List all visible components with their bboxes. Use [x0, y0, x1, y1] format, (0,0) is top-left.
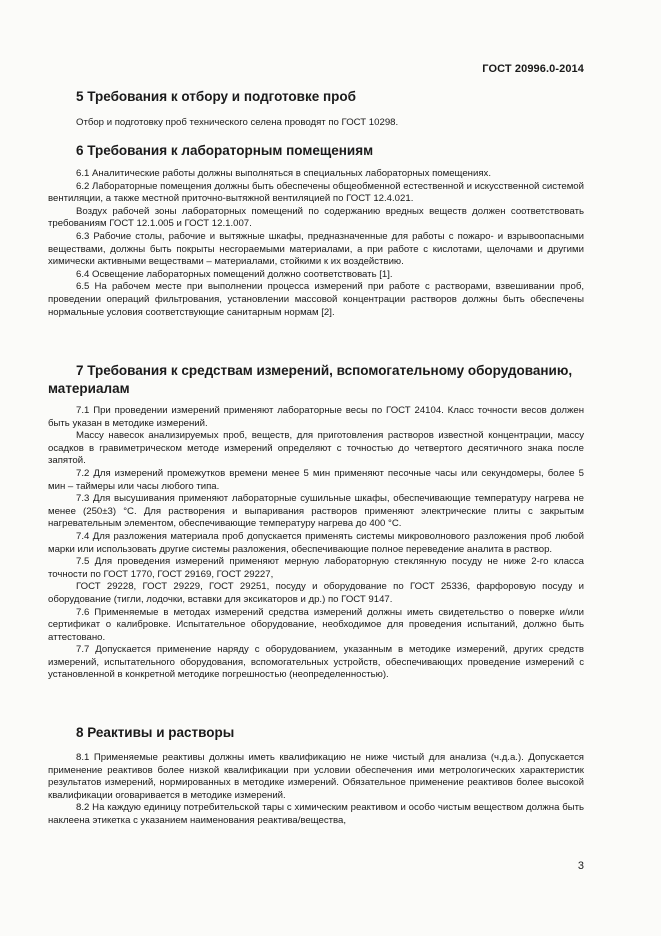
para-8-2: 8.2 На каждую единицу потребительской тары с химическим реактивом и особо чистым веществом должна быть наклеена этикетка с указанием наименования реактива/вещества, — [48, 802, 584, 826]
para-7-6: 7.6 Применяемые в методах измерений средства измерений должны иметь свидетельство о поверке и/или сертификат о калибровке. Испытательное оборудование, необходимое для проведения испытаний, должно быть аттестовано. — [48, 606, 584, 643]
para-7-2: 7.2 Для измерений промежутков времени менее 5 мин применяют песочные часы или секундомеры, более 5 мин – таймеры или часы любого типа. — [48, 467, 584, 492]
para-7-7: 7.7 Допускается применение наряду с оборудованием, указанным в методике измерений, других средств измерений, испытательного оборудования, вспомогательных устройств, обеспечивающих проведение измерений с установленной в конкретной методике погрешностью (неопределенностью). — [48, 644, 584, 681]
section-7-title: 7 Требования к средствам измерений, вспомогательному оборудованию, материалам — [48, 363, 573, 396]
para-6-5: 6.5 На рабочем месте при выполнении процесса измерений при работе с растворами, взвешивании проб, проведении операций фильтрования, установлении массовой концентрации растворов должны быть обеспечены нормальные условия соответствующие санитарным нормам [2]. — [48, 281, 584, 318]
section-5-title: 5 Требования к отбору и подготовке проб — [76, 89, 356, 104]
para-6-3: 6.3 Рабочие столы, рабочие и вытяжные шкафы, предназначенные для работы с пожаро- и взрывоопасными веществами, должны быть покрыты несгораемыми материалами, а при работе с кислотами, щелочами и другими химически активными веществами – материалами, стойкими к их воздействию. — [48, 230, 584, 268]
para-7-1b: Массу навесок анализируемых проб, веществ, для приготовления растворов известной концентрации, массу осадков в гравиметрическом методе измерений определяют с точностью до четвертого десятичного знака после запятой. — [48, 430, 584, 467]
para-6-2b: Воздух рабочей зоны лабораторных помещений по содержанию вредных веществ должен соответствовать требованиям ГОСТ 12.1.005 и ГОСТ 12.1.007. — [48, 205, 584, 230]
para-6-2: 6.2 Лабораторные помещения должны быть обеспечены общеобменной естественной и искусственной системой вентиляции, а также местной приточно-вытяжной вентиляцией по ГОСТ 12.4.021. — [48, 180, 584, 205]
section-5-paragraph: Отбор и подготовку проб технического селена проводят по ГОСТ 10298. — [76, 117, 399, 128]
section-6-body — [48, 168, 584, 319]
para-6-1: 6.1 Аналитические работы должны выполняться в специальных лабораторных помещениях. — [76, 168, 491, 179]
para-7-5: 7.5 Для проведения измерений применяют мерную лабораторную стеклянную посуду не ниже 2-го класса точности по ГОСТ 1770, ГОСТ 29169, ГОСТ 29227, — [48, 556, 584, 580]
section-8-body — [48, 752, 584, 828]
section-7-body — [48, 405, 584, 682]
page-number: 3 — [577, 860, 584, 872]
para-7-3: 7.3 Для высушивания применяют лабораторные сушильные шкафы, обеспечивающие температуру нагрева не менее (250±3) °С. Для растворения и выпаривания растворов применяют электрические плиты с закрытым нагревательным элементом, обеспечивающие температуру нагрева до 400 °С. — [48, 493, 584, 530]
para-7-1: 7.1 При проведении измерений применяют лабораторные весы по ГОСТ 24104. Класс точности весов должен быть указан в методике измерений. — [48, 405, 584, 429]
para-7-5b: ГОСТ 29228, ГОСТ 29229, ГОСТ 29251, посуду и оборудование по ГОСТ 25336, фарфоровую посуду и оборудование (тигли, лодочки, вставки для эксикаторов и др.) по ГОСТ 9147. — [48, 581, 584, 605]
section-8-title: 8 Реактивы и растворы — [76, 725, 235, 740]
section-6-title: 6 Требования к лабораторным помещениям — [76, 143, 374, 158]
para-6-4: 6.4 Освещение лабораторных помещений должно соответствовать [1]. — [76, 268, 393, 280]
para-8-1: 8.1 Применяемые реактивы должны иметь квалификацию не ниже чистый для анализа (ч.д.а.). Допускается применение реактивов более низкой квалификации при условии обеспечения ими метрологических характеристик результатов измерений, нормированных в методике измерений. Обязательное применение реактивов более высокой квалификации оговаривается в методике измерений. — [48, 752, 584, 801]
document-id: ГОСТ 20996.0-2014 — [482, 63, 584, 75]
para-7-4: 7.4 Для разложения материала проб допускается применять системы микроволнового разложения проб любой марки или использовать другие системы разложения, обеспечивающие полное переведение аналита в раствор. — [48, 530, 584, 555]
